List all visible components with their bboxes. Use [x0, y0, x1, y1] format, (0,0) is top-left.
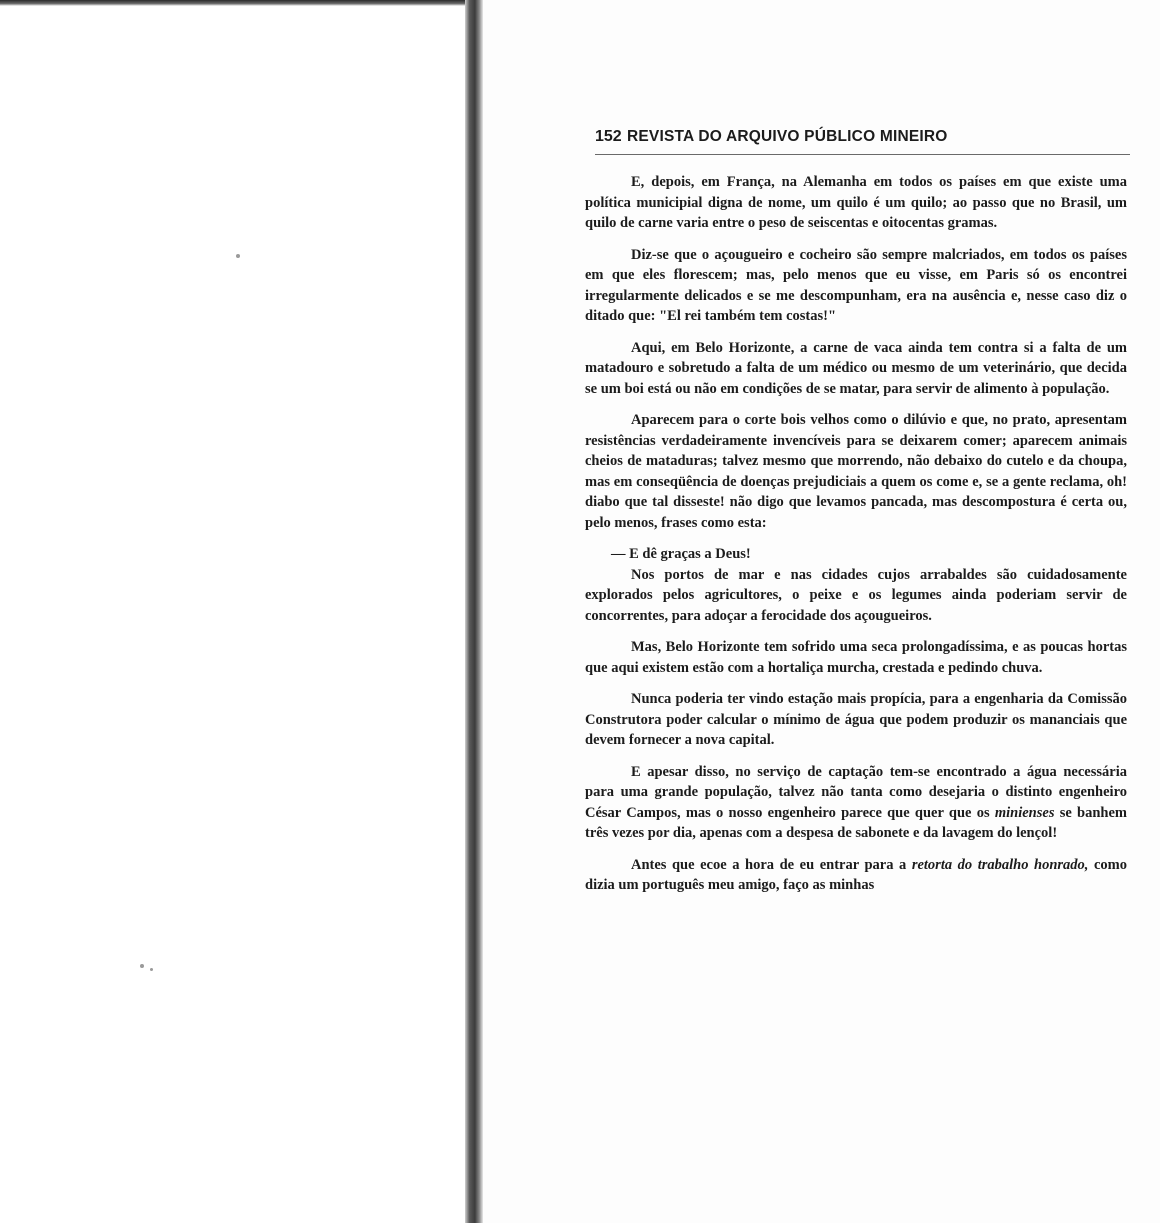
paper-speck — [150, 968, 153, 971]
italic-term: minienses — [994, 804, 1055, 821]
paragraph: Aparecem para o corte bois velhos como o dilúvio e que, no prato, apresentam resistências verdadeiramente invencíveis para se deixarem comer; aparecem animais cheios de mataduras; talvez mesmo que morrendo, não debaixo do cutelo e da choupa, mas em conseqüência de doenças prejudiciais a quem os come e, se a gente reclama, oh! diabo que tal disseste! não digo que levamos pancada, mas descompostura é certa ou, pelo menos, frases como esta: — [585, 412, 1127, 531]
text-run: Antes que ecoe a hora de eu entrar para a — [631, 856, 912, 873]
journal-title: REVISTA DO ARQUIVO PÚBLICO MINEIRO — [627, 128, 948, 145]
paper-speck — [236, 254, 240, 258]
left-blank-page — [0, 6, 465, 1223]
page-number: 152 — [595, 128, 622, 145]
paragraph: Diz-se que o açougueiro e cocheiro são sempre malcriados, em todos os países em que eles florescem; mas, pelo menos que eu visse, em Paris só os encontrei irregularmente delicados e se me descompunham, era na ausência e, nesse caso diz o ditado que: "El rei também tem costas!" — [585, 246, 1127, 324]
text-run: como dizia um português meu amigo, faço as minhas — [585, 856, 1127, 893]
text-run: E apesar disso, no serviço de captação tem-se encontrado a água necessária para uma grande população, talvez não tanta como desejaria o distinto engenheiro César Campos, mas o nosso engenheiro parece que quer que os — [585, 763, 1127, 821]
paragraph — [585, 762, 1127, 844]
paragraph: Nos portos de mar e nas cidades cujos arrabaldes são cuidadosamente explorados pelos agricultores, o peixe e os legumes ainda poderiam servir de concorrentes, para adoçar a ferocidade dos açougueiros. — [585, 566, 1127, 624]
dialogue-line: — E dê graças a Deus! — [611, 546, 751, 562]
paragraph: Mas, Belo Horizonte tem sofrido uma seca prolongadíssima, e as poucas hortas que aqui existem estão com a hortaliça murcha, crestada e pedindo chuva. — [585, 639, 1127, 676]
running-header — [595, 128, 1130, 155]
italic-phrase: retorta do trabalho honrado, — [911, 856, 1089, 873]
book-spine — [465, 0, 483, 1223]
article-body — [585, 172, 1127, 907]
paragraph — [585, 855, 1127, 896]
paper-speck — [140, 964, 144, 968]
paragraph: Aqui, em Belo Horizonte, a carne de vaca ainda tem contra si a falta de um matadouro e sobretudo a falta de um médico ou mesmo de um veterinário, que decida se um boi está ou não em condições de se matar, para servir de alimento à população. — [585, 339, 1127, 397]
paragraph: E, depois, em França, na Alemanha em todos os países em que existe uma política municipial digna de nome, um quilo é um quilo; ao passo que no Brasil, um quilo de carne varia entre o peso de seiscentas e oitocentas gramas. — [585, 174, 1127, 231]
paragraph: Nunca poderia ter vindo estação mais propícia, para a engenharia da Comissão Construtora poder calcular o mínimo de água que podem produzir os mananciais que devem fornecer a nova capital. — [585, 691, 1127, 748]
text-run: se banhem três vezes por dia, apenas com a despesa de sabonete e da lavagem do lençol! — [585, 804, 1127, 841]
